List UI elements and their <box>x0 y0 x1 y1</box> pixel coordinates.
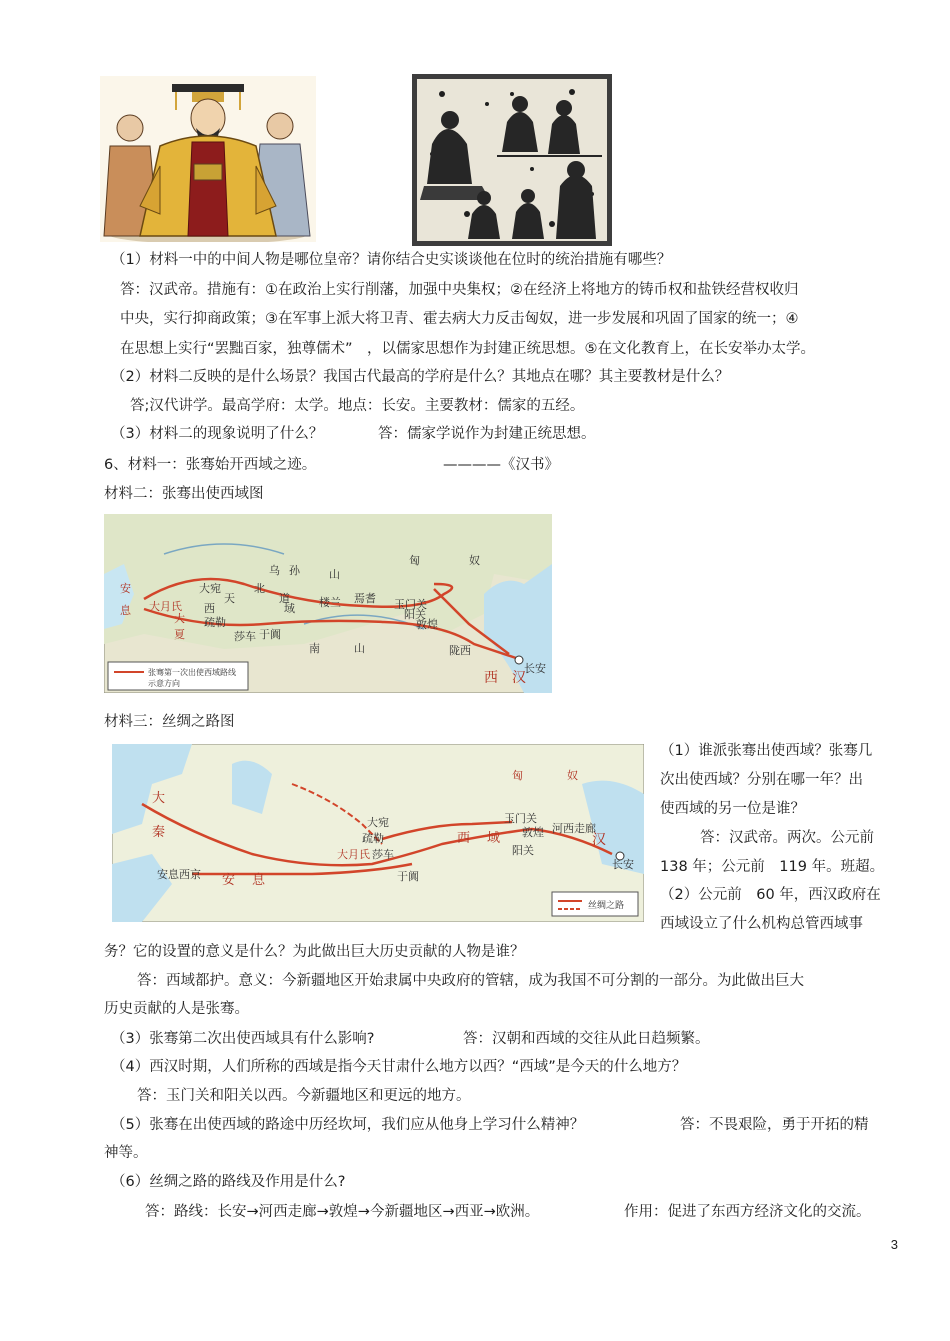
question-1: （1）材料一中的中间人物是哪位皇帝？请你结合史实谈谈他在位时的统治措施有哪些？ <box>111 252 672 268</box>
answer-6-3: 答：汉朝和西域的交往从此日趋频繁。 <box>463 1031 710 1047</box>
svg-text:域: 域 <box>284 602 295 615</box>
question-6-6: （6）丝绸之路的路线及作用是什么? <box>111 1174 346 1190</box>
svg-text:大宛: 大宛 <box>367 816 389 829</box>
question-3: （3）材料二的现象说明了什么？ <box>111 426 324 442</box>
svg-text:南: 南 <box>309 642 320 655</box>
svg-text:阳关: 阳关 <box>512 844 534 857</box>
svg-text:西: 西 <box>204 602 215 615</box>
material-2-caption: 材料二：张骞出使西域图 <box>104 486 264 502</box>
answer-6-6-route: 答：路线：长安→河西走廊→敦煌→今新疆地区→西亚→欧洲。 <box>145 1204 540 1220</box>
svg-text:域: 域 <box>487 831 501 846</box>
svg-text:奴: 奴 <box>567 769 578 782</box>
answer-3: 答：儒家学说作为封建正统思想。 <box>378 426 596 442</box>
answer-6-4: 答：玉门关和阳关以西。今新疆地区和更远的地方。 <box>137 1088 471 1104</box>
right-text-7: 西域设立了什么机构总管西域事 <box>660 916 863 932</box>
question-6-3: （3）张骞第二次出使西域具有什么影响? <box>111 1031 375 1047</box>
svg-text:大: 大 <box>174 612 185 625</box>
right-text-5: 138 年；公元前 119 年。班超。 <box>660 859 885 875</box>
full-text-1: 务？它的设置的意义是什么？为此做出巨大历史贡献的人物是谁？ <box>104 944 525 960</box>
answer-6-5: 答：不畏艰险，勇于开拓的精 <box>680 1117 869 1133</box>
svg-text:河西走廊: 河西走廊 <box>552 822 596 835</box>
svg-text:疏勒: 疏勒 <box>204 616 226 629</box>
svg-text:夏: 夏 <box>174 628 185 641</box>
silk-road-map <box>112 744 644 922</box>
svg-text:山: 山 <box>329 568 340 581</box>
svg-text:莎车: 莎车 <box>372 848 394 861</box>
answer-6-6-effect: 作用：促进了东西方经济文化的交流。 <box>624 1204 871 1220</box>
svg-text:莎车: 莎车 <box>234 630 256 643</box>
question-2: （2）材料二反映的是什么场景？我国古代最高的学府是什么？其地点在哪？其主要教材是什么？ <box>111 369 730 385</box>
silk-road-legend: 丝绸之路 <box>588 901 625 911</box>
right-text-4: 答：汉武帝。两次。公元前 <box>700 830 874 846</box>
svg-text:匈: 匈 <box>409 554 420 567</box>
svg-text:于阗: 于阗 <box>259 628 281 641</box>
svg-text:张骞第一次出使西域路线: 张骞第一次出使西域路线 <box>148 668 236 677</box>
svg-text:奴: 奴 <box>469 554 480 567</box>
svg-text:玉门关: 玉门关 <box>394 598 427 611</box>
svg-text:楼兰: 楼兰 <box>319 596 341 609</box>
page-number: 3 <box>890 1237 898 1252</box>
svg-text:安: 安 <box>222 873 236 888</box>
svg-text:敦煌: 敦煌 <box>522 826 544 839</box>
svg-text:汉: 汉 <box>512 670 526 686</box>
svg-text:天: 天 <box>224 592 235 605</box>
question-6-4: （4）西汉时期，人们所称的西域是指今天甘肃什么地方以西？“西域”是今天的什么地方？ <box>111 1059 687 1075</box>
section-6-source: ————《汉书》 <box>443 457 559 473</box>
right-text-2: 次出使西域？分别在哪一年？出 <box>660 772 863 788</box>
svg-text:乌: 乌 <box>269 564 280 577</box>
svg-text:焉耆: 焉耆 <box>354 592 376 605</box>
right-text-1: （1）谁派张骞出使西域？张骞几 <box>660 743 873 759</box>
answer-1-line-1: 答：汉武帝。措施有：①在政治上实行削藩，加强中央集权；②在经济上将地方的铸币权和盐铁经营权收归 <box>120 282 799 298</box>
svg-text:长安: 长安 <box>524 662 546 675</box>
svg-text:山: 山 <box>354 642 365 655</box>
svg-text:西: 西 <box>457 831 471 846</box>
full-text-3: 历史贡献的人是张骞。 <box>104 1001 249 1017</box>
svg-text:陇西: 陇西 <box>449 644 471 657</box>
svg-text:北: 北 <box>254 582 265 595</box>
svg-text:疏勒: 疏勒 <box>362 832 384 845</box>
svg-text:汉: 汉 <box>592 832 606 848</box>
zhang-qian-route-map <box>104 514 552 693</box>
svg-text:大: 大 <box>152 791 166 806</box>
svg-text:道: 道 <box>279 592 290 605</box>
svg-text:匈: 匈 <box>512 769 523 782</box>
svg-text:敦煌: 敦煌 <box>416 618 438 631</box>
svg-text:息: 息 <box>252 873 266 888</box>
svg-text:大月氏: 大月氏 <box>337 848 370 861</box>
question-6-5: （5）张骞在出使西域的路途中历经坎坷，我们应从他身上学习什么精神？ <box>111 1117 585 1133</box>
answer-1-line-2: 中央，实行抑商政策；③在军事上派大将卫青、霍去病大力反击匈奴，进一步发展和巩固了国家的统一；④ <box>120 311 799 327</box>
svg-text:西: 西 <box>484 670 498 686</box>
svg-text:安息西京: 安息西京 <box>157 868 201 881</box>
emperor-illustration <box>100 76 316 242</box>
full-text-2: 答：西域都护。意义：今新疆地区开始隶属中央政府的管辖，成为我国不可分割的一部分。为此做出巨大 <box>137 973 804 989</box>
svg-text:大月氏: 大月氏 <box>149 600 182 613</box>
right-text-6: （2）公元前 60 年，西汉政府在 <box>660 887 881 903</box>
material-3-caption: 材料三：丝绸之路图 <box>104 714 235 730</box>
svg-text:安: 安 <box>120 582 131 595</box>
svg-text:示意方向: 示意方向 <box>148 679 180 688</box>
svg-text:秦: 秦 <box>152 825 166 840</box>
section-6-material-1: 6、材料一：张骞始开西域之迹。 <box>104 457 317 473</box>
svg-text:于阗: 于阗 <box>397 870 419 883</box>
answer-1-line-3: 在思想上实行“罢黜百家，独尊儒术” ，以儒家思想作为封建正统思想。⑤在文化教育上，在长安举办太学。 <box>120 341 816 357</box>
answer-6-5-cont: 神等。 <box>104 1145 148 1161</box>
svg-text:阳关: 阳关 <box>404 608 426 621</box>
answer-2: 答;汉代讲学。最高学府：太学。地点：长安。主要教材：儒家的五经。 <box>130 398 585 414</box>
svg-text:息: 息 <box>120 604 131 617</box>
svg-text:玉门关: 玉门关 <box>504 812 537 825</box>
svg-text:长安: 长安 <box>612 858 634 871</box>
han-lecture-rubbing <box>412 74 612 246</box>
svg-text:孙: 孙 <box>289 564 300 577</box>
right-text-3: 使西域的另一位是谁？ <box>660 801 805 817</box>
svg-text:大宛: 大宛 <box>199 582 221 595</box>
